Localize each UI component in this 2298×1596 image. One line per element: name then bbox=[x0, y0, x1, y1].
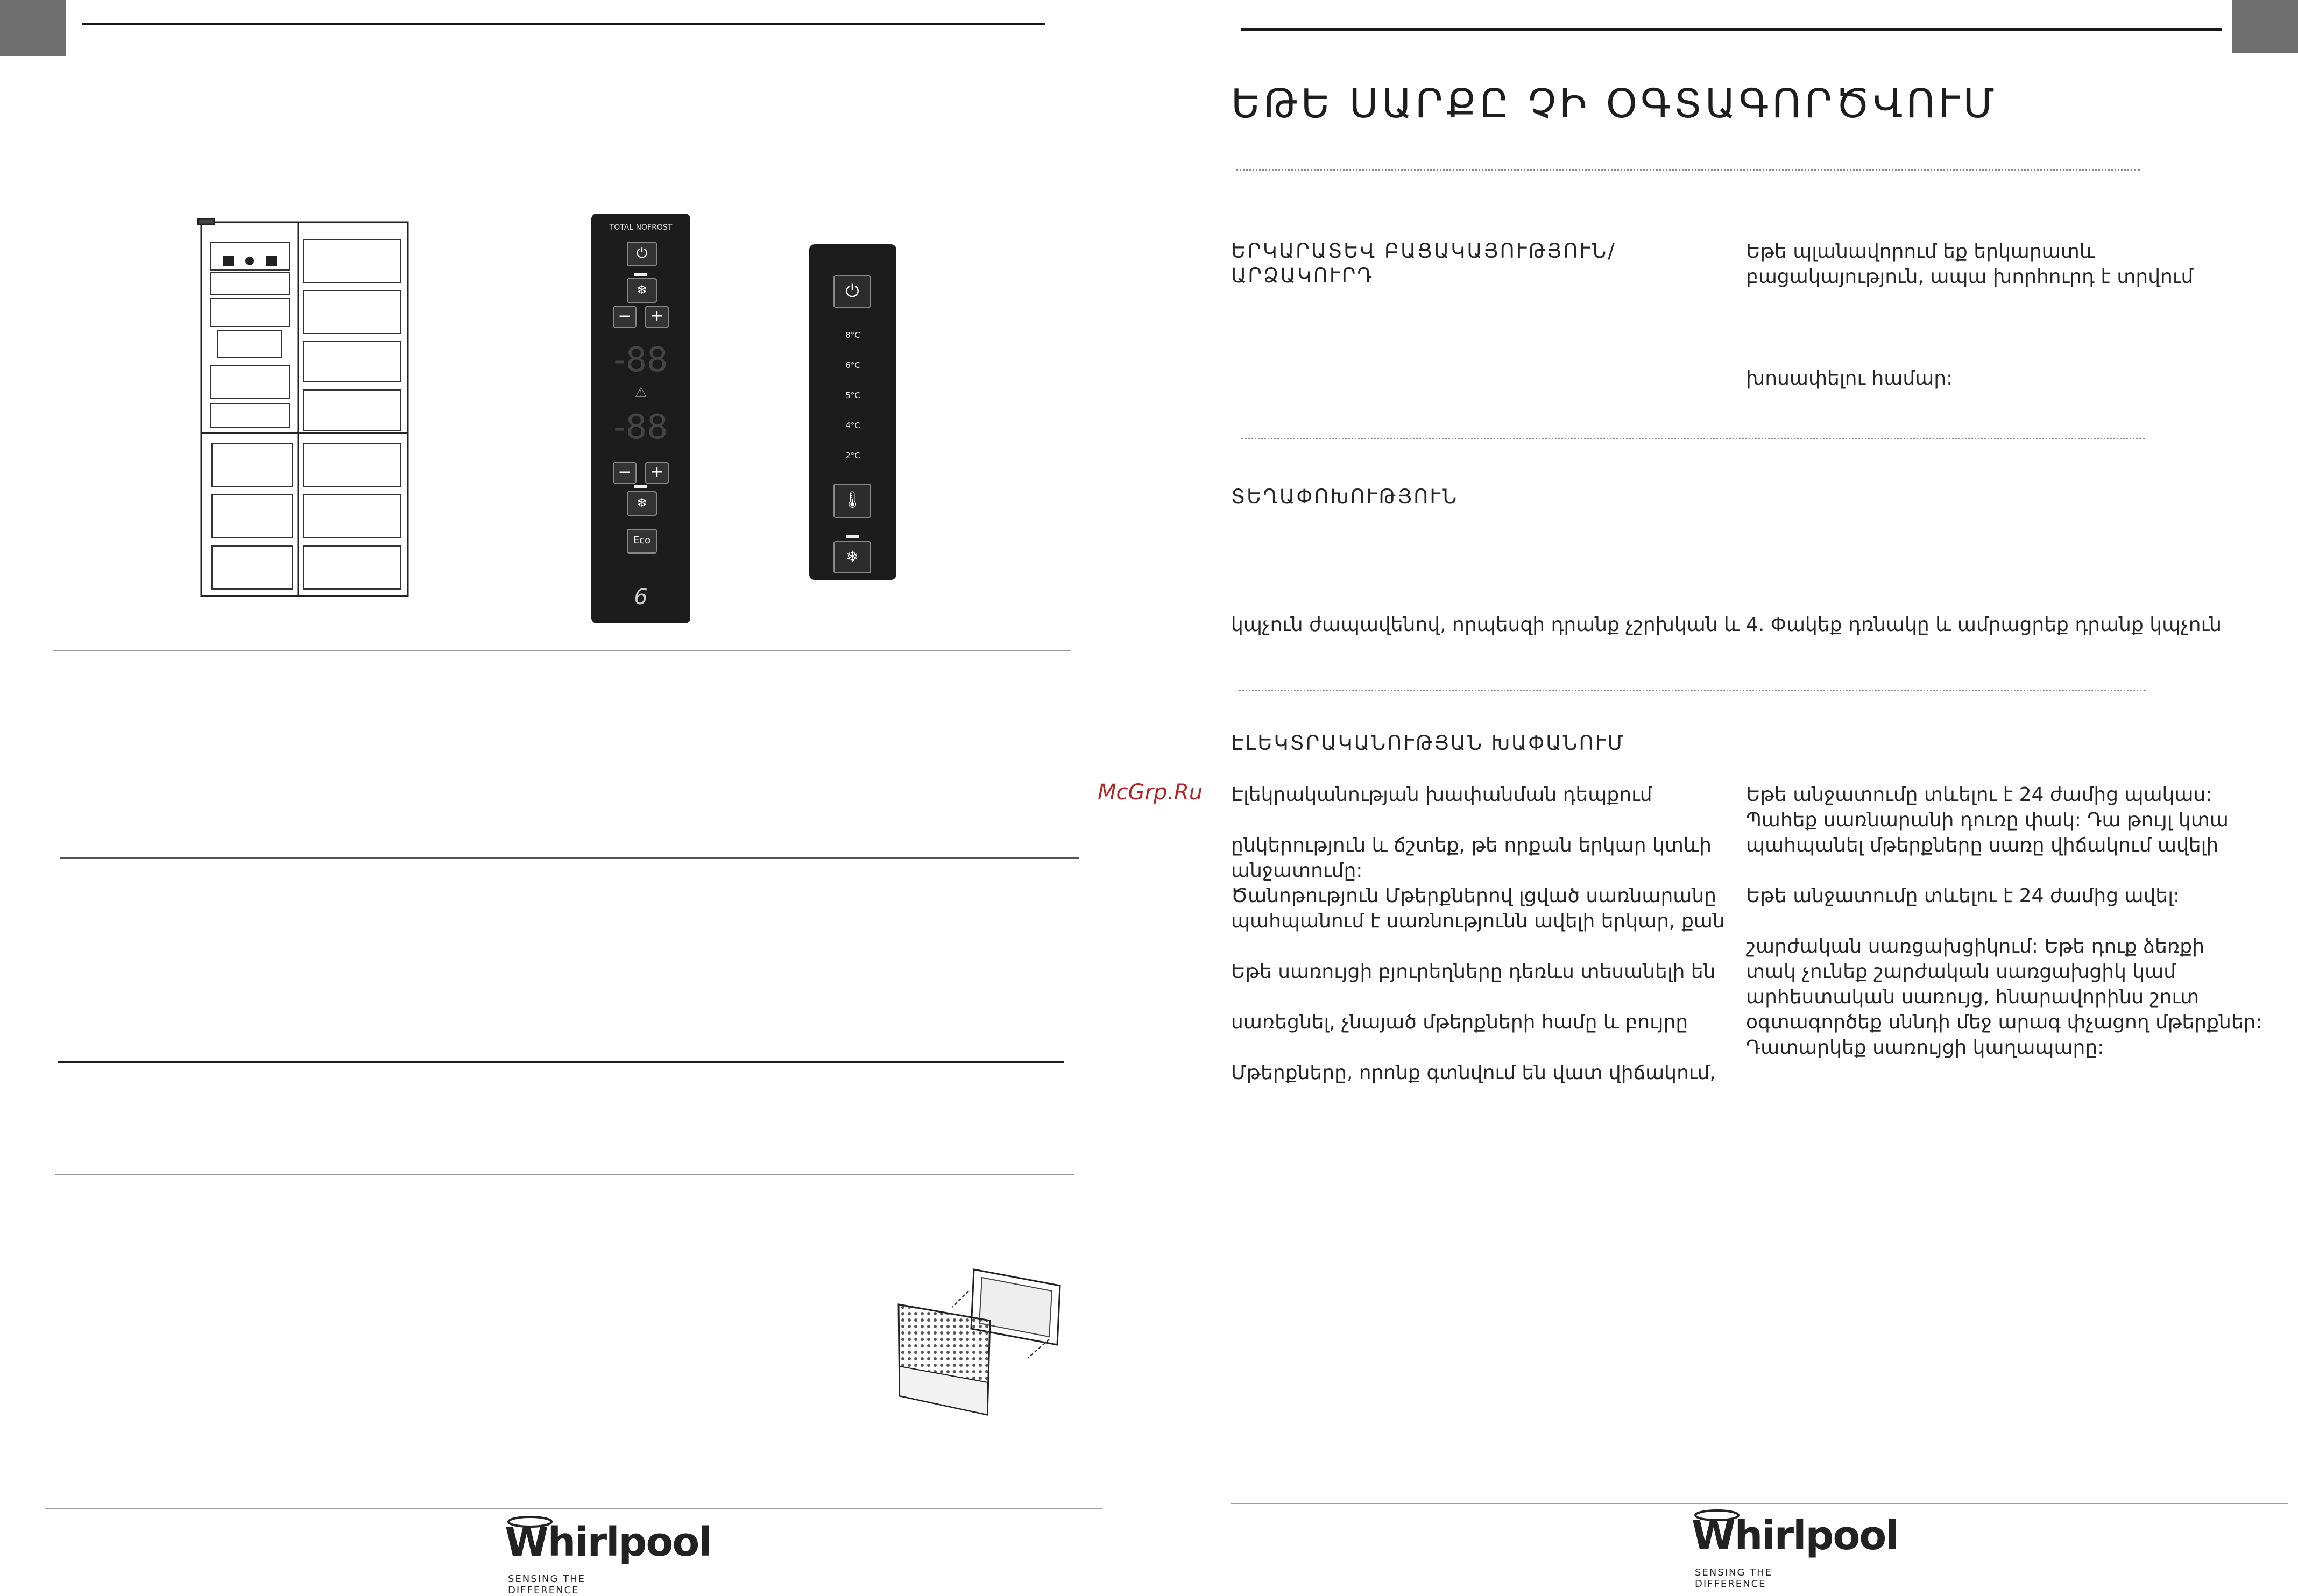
indicator-dash bbox=[634, 273, 647, 276]
pf-left-line: ընկերություն և ճշտեք, թե որքան երկար կտևի bbox=[1231, 834, 1712, 856]
power-failure-right-column bbox=[1746, 782, 2262, 1060]
divider-left-2 bbox=[60, 857, 1079, 859]
moving-text-left: կպչուն ժապավենով, որպեսզի դրանք չշրխկան և bbox=[1231, 614, 1740, 636]
pf-right-line: Եթե անջատումը տևելու է 24 ժամից պակաս: bbox=[1746, 784, 2212, 806]
logo-tagline: SENSING THE DIFFERENCE bbox=[508, 1573, 586, 1596]
page-title: ԵԹԵ ՍԱՐՔԸ ՉԻ ՕԳՏԱԳՈՐԾՎՈՒՄ bbox=[1231, 81, 1998, 127]
sixth-sense-logo: 6 bbox=[634, 585, 648, 609]
footer-rule-left bbox=[45, 1508, 1102, 1509]
section-heading-power-failure: ԷԼԵԿՏՐԱԿԱՆՈՒԹՅԱՆ ԽԱՓԱՆՈՒՄ bbox=[1231, 732, 1625, 755]
whirlpool-logo-left bbox=[500, 1512, 711, 1596]
moving-text-right: 4. Փակեք դռնակը և ամրացրեք դրանք կպչուն bbox=[1746, 614, 2222, 636]
section-heading-absence: ԵՐԿԱՐԱՏԵՎ ԲԱՑԱԿԱՅՈՒԹՅՈՒՆ/ ԱՐՁԱԿՈՒՐԴ bbox=[1231, 239, 1616, 287]
power-icon-2: ⏻ bbox=[845, 281, 859, 301]
fast-cool-button[interactable] bbox=[627, 278, 657, 303]
logo-tagline-2: SENSING THE DIFFERENCE bbox=[1695, 1567, 1773, 1590]
fridge-temp-display: -88 bbox=[613, 340, 668, 379]
temp-level-6: 6°C bbox=[845, 360, 860, 370]
pf-right-line bbox=[1746, 858, 2252, 883]
control-panel bbox=[591, 214, 690, 623]
pf-right-line bbox=[1746, 909, 2252, 934]
logo-wordmark-2: Whirlpool bbox=[1692, 1513, 1898, 1559]
temp-level-8: 8°C bbox=[845, 330, 860, 340]
pf-left-line bbox=[1231, 934, 1726, 959]
pf-left-line: պահպանում է սառնությունն ավելի երկար, քան bbox=[1231, 910, 1725, 932]
freezer-temp-display: -88 bbox=[613, 407, 668, 446]
watermark: McGrp.Ru bbox=[1098, 780, 1203, 805]
compact-temp-button[interactable] bbox=[833, 484, 871, 518]
temp-level-5: 5°C bbox=[845, 391, 860, 400]
divider-left-1 bbox=[53, 650, 1071, 651]
footer-rule-right bbox=[1231, 1503, 2288, 1504]
pf-left-line: Մթերքները, որոնք գտնվում են վատ վիճակում, bbox=[1231, 1062, 1716, 1084]
power-button[interactable] bbox=[627, 242, 657, 266]
pf-left-line: Եթե սառույցի բյուրեղները դեռևս տեսանելի են bbox=[1231, 961, 1716, 983]
dotted-divider-3 bbox=[1239, 690, 2146, 691]
top-rule-left bbox=[82, 23, 1045, 25]
dotted-divider-2 bbox=[1241, 438, 2145, 439]
top-rule-right bbox=[1241, 28, 2222, 31]
compact-power-button[interactable] bbox=[833, 275, 871, 308]
pf-left-line bbox=[1231, 1035, 1726, 1060]
section-heading-moving: ՏԵՂԱՓՈԽՈՒԹՅՈՒՆ bbox=[1231, 485, 1459, 508]
panel-brand-label: TOTAL NOFROST bbox=[609, 223, 673, 232]
filter-cover-diagram bbox=[893, 1259, 1065, 1420]
pf-right-line: Դատարկեք սառույցի կաղապարը: bbox=[1746, 1037, 2104, 1059]
alarm-icon: ⚠ bbox=[634, 385, 647, 401]
divider-left-4 bbox=[55, 1174, 1074, 1175]
indicator-dash-2 bbox=[634, 485, 647, 488]
power-failure-left-column bbox=[1231, 782, 1726, 1086]
fridge-diagram bbox=[196, 218, 413, 597]
fast-freeze-icon-2: ❄ bbox=[846, 548, 859, 565]
snowflake-icon: ❄ bbox=[636, 282, 648, 297]
absence-text-line-1: Եթե պլանավորում եք երկարատև bbox=[1746, 240, 2095, 263]
pf-left-line: Էլեկրականության խափանման դեպքում bbox=[1231, 784, 1652, 806]
pf-right-line: պահպանել մթերքները սառը վիճակում ավելի bbox=[1746, 834, 2219, 856]
pf-left-line: սառեցնել, չնայած մթերքների համը և բույրը bbox=[1231, 1011, 1688, 1033]
fridge-plus-button[interactable]: + bbox=[645, 306, 669, 328]
pf-right-line: շարժական սառցախցիկում: Եթե դուք ձեռքի bbox=[1746, 935, 2205, 957]
temp-level-4: 4°C bbox=[845, 421, 860, 430]
freezer-plus-button[interactable]: + bbox=[645, 462, 669, 484]
pf-right-line: օգտագործեք սննդի մեջ արագ փչացող մթերքներ: bbox=[1746, 1011, 2262, 1033]
pf-right-line: Պահեք սառնարանի դուռը փակ: Դա թույլ կտա bbox=[1746, 809, 2229, 831]
corner-tab-left bbox=[0, 0, 66, 56]
divider-left-3 bbox=[58, 1061, 1064, 1063]
pf-right-line: տակ չունեք շարժական սառցախցիկ կամ bbox=[1746, 961, 2176, 983]
pf-left-line: անջատումը: bbox=[1231, 860, 1363, 882]
compact-control-panel bbox=[809, 244, 896, 580]
absence-text-line-3: խոսափելու համար: bbox=[1746, 367, 1953, 389]
dotted-divider-1 bbox=[1236, 169, 2140, 171]
indicator-dash-3 bbox=[846, 535, 859, 538]
pf-left-line bbox=[1231, 807, 1726, 833]
fast-freeze-button[interactable] bbox=[627, 491, 657, 516]
freezer-minus-button[interactable]: − bbox=[613, 462, 637, 484]
power-icon: ⏻ bbox=[636, 245, 648, 261]
whirlpool-logo-right bbox=[1687, 1505, 1898, 1590]
temp-level-2: 2°C bbox=[845, 451, 860, 460]
pf-right-line: Եթե անջատումը տևելու է 24 ժամից ավել: bbox=[1746, 885, 2180, 907]
fast-freeze-icon: ❄ bbox=[636, 495, 648, 510]
compact-fast-freeze-button[interactable] bbox=[833, 541, 871, 573]
pf-left-line bbox=[1231, 984, 1726, 1010]
pf-left-line: Ծանոթություն Մթերքներով լցված սառնարանը bbox=[1231, 885, 1716, 907]
corner-tab-right bbox=[2232, 0, 2298, 53]
absence-text-line-2: բացակայություն, ապա խորհուրդ է տրվում bbox=[1746, 266, 2194, 288]
logo-wordmark: Whirlpool bbox=[505, 1519, 711, 1565]
thermometer-icon: 🌡 bbox=[842, 491, 863, 509]
fridge-minus-button[interactable]: − bbox=[613, 306, 637, 328]
pf-right-line: արհեստական սառույց, հնարավորինս շուտ bbox=[1746, 986, 2200, 1008]
eco-button[interactable]: Eco bbox=[627, 529, 657, 554]
